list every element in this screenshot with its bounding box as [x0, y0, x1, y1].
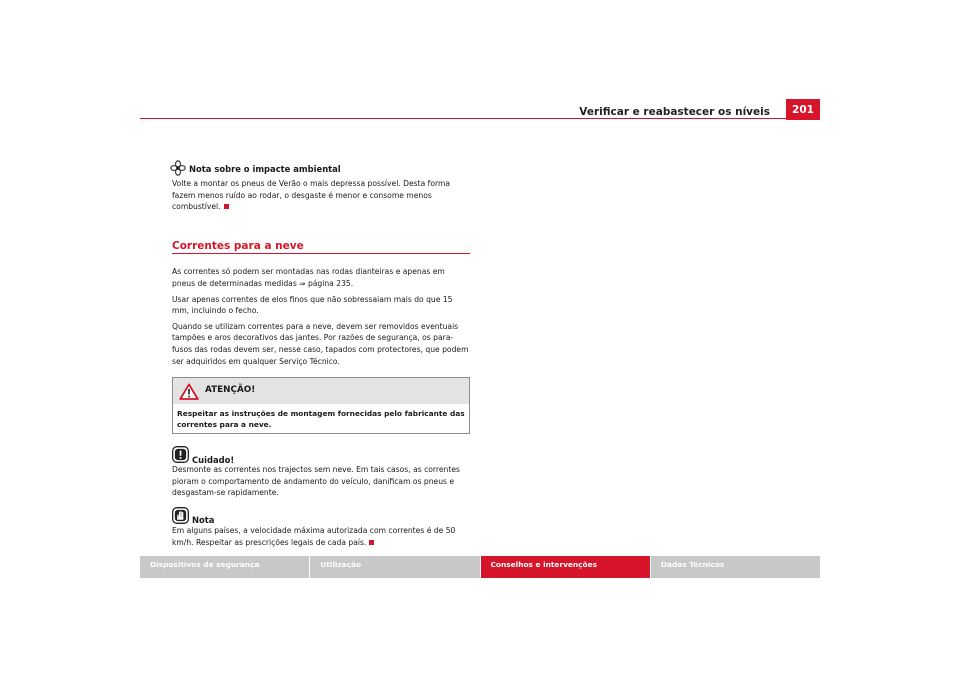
warning-text: Respeitar as instruções de montagem fornecidas pelo fabricante das correntes para a neve.: [177, 409, 465, 430]
footer-tab-utilizacao[interactable]: Utilização: [310, 556, 479, 578]
page-number-badge: 201: [786, 99, 820, 120]
section-paragraph: As correntes só podem ser montadas nas rodas dianteiras e apenas em pneus de determinadas medidas ⇒ página 235.: [172, 267, 445, 288]
section-title: Correntes para a neve: [172, 241, 470, 255]
footer-nav: [140, 556, 820, 578]
page-header-title: Verificar e reabastecer os níveis: [579, 106, 770, 118]
footer-tab-dados-tecnicos[interactable]: Dados Técnicos: [651, 556, 820, 578]
note-hand-icon: [172, 507, 189, 524]
footer-tab-conselhos[interactable]: Conselhos e intervenções: [481, 556, 650, 578]
footer-tab-seguranca[interactable]: Dispositivos de segurança: [140, 556, 309, 578]
caution-title: Cuidado!: [192, 454, 235, 465]
section-paragraph: Quando se utilizam correntes para a neve, devem ser removidos eventuais tampões e aros decorativos das jantes. Por razões de segurança, os para-fusos das rodas devem ser, nesse caso, tapados com protectores, que podem ser adquiridos em qualquer Serviço Técnico.: [172, 321, 469, 366]
end-marker: [224, 204, 229, 209]
environment-note-title: Nota sobre o impacte ambiental: [189, 164, 341, 175]
content-column: [172, 158, 470, 552]
note-heading: [172, 507, 470, 524]
caution-text: Desmonte as correntes nos trajectos sem neve. Em tais casos, as correntes pioram o comportamento de andamento do veículo, danificam os pneus e desgastam-se rapidamente.: [172, 465, 460, 498]
environment-note-body: Volte a montar os pneus de Verão o mais depressa possível. Desta forma fazem menos ruído ao rodar, o desgaste é menor e consome menos combustível.: [172, 179, 451, 212]
environment-note-heading: [172, 158, 470, 176]
note-title: Nota: [192, 515, 215, 526]
note-body: Em alguns países, a velocidade máxima autorizada com correntes é de 50 km/h. Respeitar as prescrições legais de cada país.: [172, 525, 456, 547]
warning-box: [172, 377, 470, 434]
caution-heading: [172, 446, 470, 463]
warning-header: [173, 378, 469, 404]
warning-triangle-icon: [179, 383, 199, 400]
flower-icon: [170, 160, 186, 176]
caution-exclamation-icon: [172, 446, 189, 463]
header-rule: [140, 118, 820, 119]
warning-title: ATENÇÃO!: [205, 385, 256, 396]
section-paragraph: Usar apenas correntes de elos finos que não sobressaiam mais do que 15 mm, incluindo o fecho.: [172, 294, 453, 316]
environment-note-text: [172, 178, 470, 213]
end-marker: [369, 540, 374, 545]
note-text: [172, 525, 470, 548]
